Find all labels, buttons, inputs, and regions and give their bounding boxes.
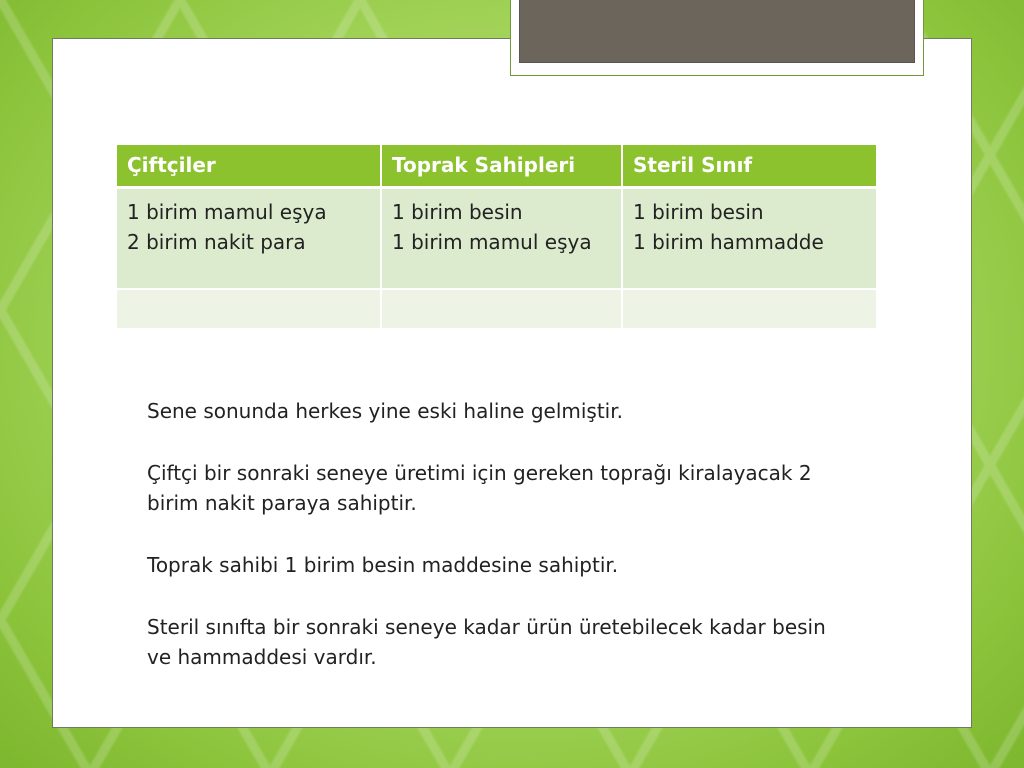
table-row xyxy=(117,289,876,329)
table-cell xyxy=(117,187,381,289)
cell-line: 1 birim besin xyxy=(392,199,523,224)
paragraph: Steril sınıfta bir sonraki seneye kadar ürün üretebilecek kadar besin ve hammaddesi vardır. xyxy=(147,615,826,669)
table-cell xyxy=(381,187,622,289)
table-header-row xyxy=(117,145,876,187)
table-cell xyxy=(622,289,876,329)
table-cell xyxy=(117,289,381,329)
comparison-table xyxy=(117,145,876,330)
paragraph: Sene sonunda herkes yine eski haline gelmiştir. xyxy=(147,399,623,423)
cell-line: 1 birim mamul eşya xyxy=(392,229,592,254)
paragraph: Toprak sahibi 1 birim besin maddesine sahiptir. xyxy=(147,553,619,577)
title-frame xyxy=(510,0,924,76)
table-row xyxy=(117,187,876,289)
cell-line: 1 birim hammadde xyxy=(633,229,824,254)
title-placeholder xyxy=(519,0,915,63)
table-cell xyxy=(622,187,876,289)
header-steril-sinif: Steril Sınıf xyxy=(622,145,876,187)
cell-line: 1 birim mamul eşya xyxy=(127,199,327,224)
paragraph: Çiftçi bir sonraki seneye üretimi için gereken toprağı kiralayacak 2 birim nakit paraya sahiptir. xyxy=(147,461,812,515)
body-text xyxy=(147,396,847,704)
cell-line: 2 birim nakit para xyxy=(127,229,306,254)
header-ciftciler: Çiftçiler xyxy=(117,145,381,187)
cell-line: 1 birim besin xyxy=(633,199,764,224)
header-toprak-sahipleri: Toprak Sahipleri xyxy=(381,145,622,187)
table-cell xyxy=(381,289,622,329)
